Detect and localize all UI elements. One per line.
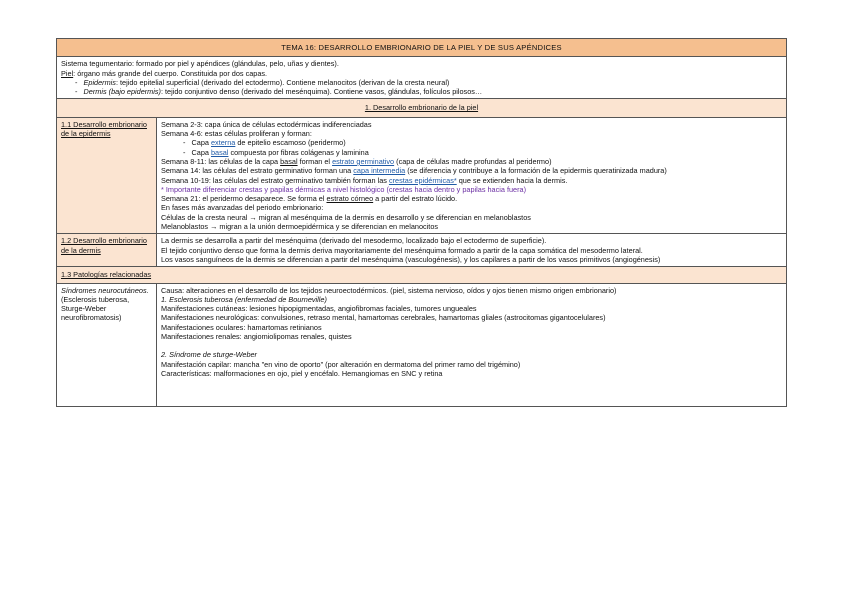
text-line: Causa: alteraciones en el desarrollo de los tejidos neuroectodérmicos. (piel, sistema nervioso, oídos y ojos tienen mismo origen embrionario) — [161, 285, 617, 295]
text-line: Manifestación capilar: mancha "en vino de oporto" (por alteración en dermatoma del primer ramo del trigémino) — [161, 359, 521, 369]
s13-label: Síndromes neurocutáneos. (Esclerosis tuberosa, Sturge-Weber neurofibromatosis) — [57, 283, 157, 407]
intro-line: Sistema tegumentario: formado por piel y apéndices (glándulas, pelo, uñas y dientes). — [61, 59, 339, 69]
subheading: 2. Síndrome de sturge-Weber — [161, 350, 257, 360]
text-line: Semana 21: el peridermo desaparece. Se forma el estrato córneo a partir del estrato lúcido. — [161, 194, 458, 204]
text-line: Semana 10-19: las células del estrato germinativo también forman las crestas epidérmicas* que se extienden hacia la dermis. — [161, 175, 568, 185]
text-line: Semana 14: las células del estrato germinativo forman una capa intermedia (se diferencia y contribuye a la formación de la epidermis queratinizada madura) — [161, 166, 667, 176]
text-line: Semana 4-6: estas células proliferan y forman: — [161, 129, 312, 139]
text-line: Manifestaciones renales: angiomiolipomas renales, quistes — [161, 332, 352, 342]
text-line: En fases más avanzadas del periodo embrionario: — [161, 203, 324, 213]
bullet-item: - Capa externa de epitelio escamoso (peridermo) — [183, 138, 346, 148]
text-line: Los vasos sanguíneos de la dermis se diferencian a partir del mesénquima (vasculogénesis), y los capilares a partir de los vasos primitivos (angiogénesis) — [161, 254, 661, 264]
section-1-heading: 1. Desarrollo embrionario de la piel — [57, 99, 787, 117]
note-line: * Importante diferenciar crestas y papilas dérmicas a nivel histológico (crestas hacia dentro y papilas hacia fuera) — [161, 184, 527, 194]
s13-heading: 1.3 Patologías relacionadas — [57, 267, 787, 283]
document-page — [56, 38, 787, 407]
intro-cell — [57, 57, 787, 99]
s11-content — [157, 117, 787, 234]
text-line: Melanoblastos → migran a la unión dermoepidérmica y se diferencian en melanocitos — [161, 222, 439, 232]
text-line: Células de la cresta neural → migran al mesénquima de la dermis en desarrollo y se diferencian en melanoblastos — [161, 212, 531, 222]
s13-content — [157, 283, 787, 407]
page-title: TEMA 16: DESARROLLO EMBRIONARIO DE LA PIEL Y DE SUS APÉNDICES — [57, 39, 787, 57]
text-line: El tejido conjuntivo denso que forma la dermis deriva mayoritariamente del mesénquima formado a partir de la capa somática del mesodermo lateral. — [161, 245, 643, 255]
s12-content — [157, 234, 787, 267]
s11-label: 1.1 Desarrollo embrionario de la epidermis — [57, 117, 157, 234]
topic-table — [56, 38, 787, 407]
intro-dermis: - Dermis (bajo epidermis): tejido conjuntivo denso (derivado del mesénquima). Contiene vasos, glándulas, folículos pilosos… — [75, 87, 483, 97]
text-line: La dermis se desarrolla a partir del mesénquima (derivado del mesodermo, localizado bajo el ectodermo de superficie). — [161, 236, 547, 246]
text-line: Características: malformaciones en ojo, piel y encéfalo. Hemangiomas en SNC y retina — [161, 368, 443, 378]
text-line: Semana 8-11: las células de la capa basal forman el estrato germinativo (capa de células madre profundas al peridermo) — [161, 156, 552, 166]
spacer — [161, 341, 782, 350]
text-line: Manifestaciones neurológicas: convulsiones, retraso mental, hamartomas cerebrales, hamartomas gliales (astrocitomas gigantocelulares) — [161, 313, 606, 323]
intro-epidermis: - Epidermis: tejido epitelial superficial (derivado del ectodermo). Contiene melanocitos (derivan de la cresta neural) — [75, 77, 450, 87]
subheading: 1. Esclerosis tuberosa (enfermedad de Bourneville) — [161, 294, 327, 304]
intro-piel: Piel: órgano más grande del cuerpo. Constituida por dos capas. — [61, 68, 268, 78]
s12-label: 1.2 Desarrollo embrionario de la dermis — [57, 234, 157, 267]
text-line: Semana 2-3: capa única de células ectodérmicas indiferenciadas — [161, 119, 372, 129]
text-line: Manifestaciones oculares: hamartomas retinianos — [161, 322, 322, 332]
text-line: Manifestaciones cutáneas: lesiones hipopigmentadas, angiofibromas faciales, tumores ungueales — [161, 304, 477, 314]
bullet-item: - Capa basal compuesta por fibras colágenas y laminina — [183, 147, 369, 157]
